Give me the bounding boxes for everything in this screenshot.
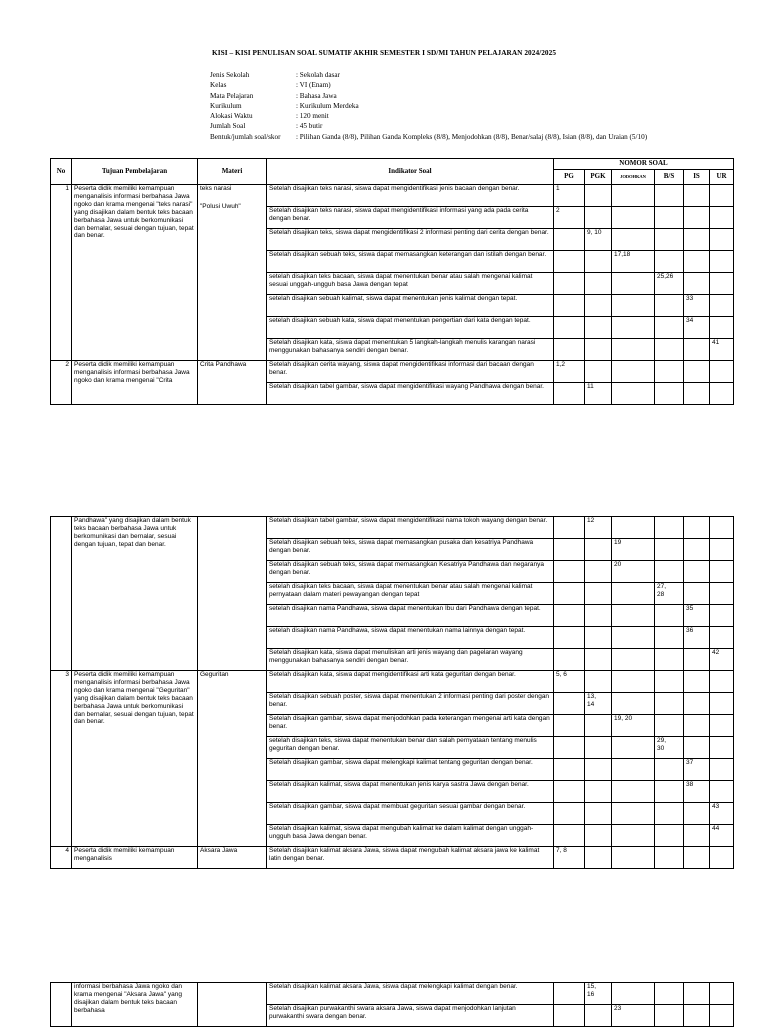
indikator-soal: Setelah disajikan kata, siswa dapat menuliskan arti jenis wayang dan pagelaran wayang menggunakan bahasanya sendiri dengan benar. — [267, 649, 554, 671]
pg-number — [554, 295, 585, 317]
materi-cell — [198, 185, 267, 361]
table-row — [51, 671, 734, 693]
is-number — [684, 737, 710, 759]
info-row — [210, 80, 647, 90]
info-value: : 120 menit — [296, 112, 329, 121]
is-number — [684, 517, 710, 539]
is-number — [684, 693, 710, 715]
is-number: 35 — [684, 605, 710, 627]
materi-cell: Crita Pandhawa — [198, 361, 267, 405]
is-number — [684, 715, 710, 737]
pg-number — [554, 273, 585, 295]
jodohkan-number — [612, 517, 655, 539]
materi-cell — [198, 983, 267, 1027]
header-nomor-soal: NOMOR SOAL — [554, 159, 734, 170]
pg-number: 1 — [554, 185, 585, 207]
bs-number — [655, 715, 684, 737]
is-number — [684, 671, 710, 693]
header-pgk: PGK — [585, 170, 612, 185]
info-label: Jenis Sekolah — [210, 71, 250, 79]
is-number — [684, 185, 710, 207]
header-row — [51, 159, 734, 170]
info-row — [210, 111, 647, 121]
pgk-number — [585, 339, 612, 361]
info-label: Jumlah Soal — [210, 122, 246, 131]
row-number — [51, 983, 72, 1027]
pgk-number — [585, 715, 612, 737]
indikator-soal: Setelah disajikan sebuah teks, siswa dapat memasangkan Kesatriya Pandhawa dan negaranya dengan benar. — [267, 561, 554, 583]
jodohkan-number — [612, 825, 655, 847]
ur-number: 42 — [710, 649, 734, 671]
bs-number: 27, 28 — [655, 583, 684, 605]
pgk-number: 9, 10 — [585, 229, 612, 251]
tujuan-pembelajaran: Pandhawa" yang disajikan dalam bentuk teks bacaan berbahasa Jawa untuk berkomunikasi dan bernalar, sesuai dengan tujuan, tepat dan benar. — [72, 517, 198, 671]
jodohkan-number — [612, 649, 655, 671]
pg-number — [554, 339, 585, 361]
bs-number — [655, 317, 684, 339]
jodohkan-number: 20 — [612, 561, 655, 583]
ur-number — [710, 561, 734, 583]
is-number — [684, 583, 710, 605]
jodohkan-number: 19, 20 — [612, 715, 655, 737]
indikator-soal: setelah disajikan teks bacaan, siswa dapat menentukan benar atau salah mengenai kalimat pernyataan dalam materi pewayangan dengan tepat — [267, 583, 554, 605]
indikator-soal: Setelah disajikan teks narasi, siswa dapat mengidentifikasi jenis bacaan dengan benar. — [267, 185, 554, 207]
pg-number — [554, 517, 585, 539]
jodohkan-number: 17,18 — [612, 251, 655, 273]
ur-number — [710, 1005, 734, 1027]
ur-number — [710, 185, 734, 207]
pg-number: 5, 6 — [554, 671, 585, 693]
table-row — [51, 983, 734, 1005]
ur-number — [710, 251, 734, 273]
kisi-table-page-3 — [50, 982, 734, 1027]
table-row — [51, 517, 734, 539]
pg-number: 7, 8 — [554, 847, 585, 869]
pg-number — [554, 627, 585, 649]
pg-number — [554, 715, 585, 737]
info-value: : Kurikulum Merdeka — [296, 101, 359, 110]
table-row — [51, 847, 734, 869]
header-is: IS — [684, 170, 710, 185]
info-row — [210, 121, 647, 131]
jodohkan-number — [612, 627, 655, 649]
bs-number — [655, 605, 684, 627]
info-row — [210, 132, 647, 142]
table-row — [51, 185, 734, 207]
materi-text: teks narasi — [200, 185, 232, 192]
header-ur: UR — [710, 170, 734, 185]
bs-number — [655, 539, 684, 561]
header-no: No — [51, 159, 72, 185]
is-number — [684, 339, 710, 361]
kisi-table-page-1 — [50, 158, 734, 405]
info-row — [210, 70, 647, 80]
materi-cell — [198, 517, 267, 671]
is-number — [684, 229, 710, 251]
is-number — [684, 539, 710, 561]
pgk-number — [585, 649, 612, 671]
pgk-number — [585, 561, 612, 583]
ur-number — [710, 781, 734, 803]
row-number: 2 — [51, 361, 72, 405]
pg-number — [554, 781, 585, 803]
bs-number — [655, 383, 684, 405]
info-label: Kurikulum — [210, 101, 242, 110]
pgk-number — [585, 295, 612, 317]
bs-number — [655, 825, 684, 847]
indikator-soal: Setelah disajikan gambar, siswa dapat menjodohkan pada keterangan mengenai arti kata dengan benar. — [267, 715, 554, 737]
indikator-soal: Setelah disajikan gambar, siswa dapat membuat geguritan sesuai gambar dengan benar. — [267, 803, 554, 825]
materi-subtext: "Polusi Uwuh" — [200, 202, 241, 210]
pgk-number — [585, 317, 612, 339]
pgk-number: 11 — [585, 383, 612, 405]
info-label: Alokasi Waktu — [210, 112, 253, 121]
indikator-soal: setelah disajikan nama Pandhawa, siswa dapat menentukan Ibu dari Pandhawa dengan tepat. — [267, 605, 554, 627]
is-number — [684, 251, 710, 273]
bs-number — [655, 983, 684, 1005]
ur-number — [710, 737, 734, 759]
indikator-soal: setelah disajikan sebuah kata, siswa dapat menentukan pengertian dari kata dengan tepat. — [267, 317, 554, 339]
pgk-number — [585, 671, 612, 693]
pg-number — [554, 229, 585, 251]
info-value: : 45 butir — [296, 122, 323, 131]
pg-number — [554, 737, 585, 759]
ur-number — [710, 383, 734, 405]
is-number — [684, 207, 710, 229]
ur-number — [710, 759, 734, 781]
is-number: 33 — [684, 295, 710, 317]
indikator-soal: Setelah disajikan sebuah poster, siswa dapat menentukan 2 informasi penting dari poster dengan benar. — [267, 693, 554, 715]
pg-number — [554, 561, 585, 583]
pgk-number: 12 — [585, 517, 612, 539]
bs-number — [655, 781, 684, 803]
ur-number: 41 — [710, 339, 734, 361]
pgk-number — [585, 361, 612, 383]
is-number: 38 — [684, 781, 710, 803]
jodohkan-number — [612, 605, 655, 627]
indikator-soal: Setelah disajikan kalimat aksara Jawa, siswa dapat mengubah kalimat aksara jawa ke kalimat latin dengan benar. — [267, 847, 554, 869]
indikator-soal: setelah disajikan teks bacaan, siswa dapat menentukan benar atau salah mengenai kalimat sesuai unggah-ungguh basa Jawa dengan tepat — [267, 273, 554, 295]
jodohkan-number — [612, 383, 655, 405]
indikator-soal: Setelah disajikan kalimat aksara Jawa, siswa dapat melengkapi kalimat dengan benar. — [267, 983, 554, 1005]
is-number — [684, 561, 710, 583]
ur-number — [710, 539, 734, 561]
pgk-number — [585, 803, 612, 825]
bs-number — [655, 759, 684, 781]
tujuan-pembelajaran: Peserta didik memiliki kemampuan menganalisis informasi berbahasa Jawa ngoko dan krama mengenai "teks narasi" yang disajikan dalam bentuk teks bacaan berbahasa Jawa untuk berkomunikasi dan bernalar, sesuai dengan tujuan, tepat dan benar. — [72, 185, 198, 361]
bs-number — [655, 803, 684, 825]
pg-number — [554, 583, 585, 605]
bs-number — [655, 207, 684, 229]
bs-number — [655, 361, 684, 383]
bs-number — [655, 561, 684, 583]
pg-number — [554, 539, 585, 561]
info-value: : VI (Enam) — [296, 81, 331, 90]
pgk-number — [585, 251, 612, 273]
tujuan-pembelajaran: Peserta didik memiliki kemampuan menganalisis informasi berbahasa Jawa ngoko dan krama mengenai "Geguritan" yang disajikan dalam bentuk teks bacaan berbahasa Jawa untuk berkomunikasi dan bernalar, sesuai dengan tujuan, tepat dan benar. — [72, 671, 198, 847]
pg-number — [554, 649, 585, 671]
indikator-soal: Setelah disajikan kata, siswa dapat mengidentifikasi arti kata geguritan dengan benar. — [267, 671, 554, 693]
jodohkan-number — [612, 759, 655, 781]
bs-number: 25,26 — [655, 273, 684, 295]
ur-number — [710, 207, 734, 229]
indikator-soal: Setelah disajikan kalimat, siswa dapat mengubah kalimat ke dalam kalimat dengan unggah-ungguh basa Jawa dengan benar. — [267, 825, 554, 847]
ur-number: 43 — [710, 803, 734, 825]
is-number — [684, 825, 710, 847]
row-number: 3 — [51, 671, 72, 847]
pgk-number — [585, 1005, 612, 1027]
row-number — [51, 517, 72, 671]
jodohkan-number — [612, 693, 655, 715]
pg-number — [554, 383, 585, 405]
document-title: KISI – KISI PENULISAN SOAL SUMATIF AKHIR SEMESTER I SD/MI TAHUN PELAJARAN 2024/2025 — [211, 48, 557, 57]
bs-number — [655, 649, 684, 671]
pg-number: 2 — [554, 207, 585, 229]
is-number: 34 — [684, 317, 710, 339]
is-number — [684, 273, 710, 295]
bs-number — [655, 295, 684, 317]
jodohkan-number — [612, 185, 655, 207]
indikator-soal: setelah disajikan teks, siswa dapat menentukan benar dan salah pernyataan tentang menulis geguritan dengan benar. — [267, 737, 554, 759]
pgk-number — [585, 759, 612, 781]
bs-number — [655, 517, 684, 539]
is-number — [684, 803, 710, 825]
jodohkan-number — [612, 803, 655, 825]
ur-number — [710, 605, 734, 627]
pgk-number — [585, 207, 612, 229]
pgk-number — [585, 185, 612, 207]
indikator-soal: setelah disajikan sebuah kalimat, siswa dapat menentukan jenis kalimat dengan tepat. — [267, 295, 554, 317]
pg-number: 1,2 — [554, 361, 585, 383]
bs-number — [655, 1005, 684, 1027]
ur-number — [710, 229, 734, 251]
indikator-soal: Setelah disajikan kalimat, siswa dapat menentukan jenis karya sastra Jawa dengan benar. — [267, 781, 554, 803]
tujuan-pembelajaran: informasi berbahasa Jawa ngoko dan krama mengenai "Aksara Jawa" yang disajikan dalam bentuk teks bacaan berbahasa — [72, 983, 198, 1027]
info-value: : Bahasa Jawa — [296, 91, 337, 100]
indikator-soal: Setelah disajikan kata, siswa dapat menentukan 5 langkah-langkah menulis karangan narasi menggunakan bahasanya sendiri dengan benar. — [267, 339, 554, 361]
info-label: Bentuk/jumlah soal/skor — [210, 132, 281, 141]
indikator-soal: Setelah disajikan sebuah teks, siswa dapat memasangkan keterangan dan istilah dengan benar. — [267, 251, 554, 273]
ur-number — [710, 693, 734, 715]
indikator-soal: Setelah disajikan tabel gambar, siswa dapat mengidentifikasi wayang Pandhawa dengan benar. — [267, 383, 554, 405]
ur-number: 44 — [710, 825, 734, 847]
pg-number — [554, 759, 585, 781]
bs-number — [655, 251, 684, 273]
jodohkan-number — [612, 737, 655, 759]
jodohkan-number — [612, 781, 655, 803]
ur-number — [710, 317, 734, 339]
info-row — [210, 91, 647, 101]
header-jodohkan: JODOHKAN — [612, 170, 655, 185]
header-materi: Materi — [198, 159, 267, 185]
pgk-number: 13, 14 — [585, 693, 612, 715]
is-number — [684, 383, 710, 405]
is-number — [684, 649, 710, 671]
bs-number — [655, 671, 684, 693]
tujuan-pembelajaran: Peserta didik memiliki kemampuan menganalisis — [72, 847, 198, 869]
jodohkan-number — [612, 317, 655, 339]
is-number: 37 — [684, 759, 710, 781]
pgk-number — [585, 605, 612, 627]
bs-number — [655, 185, 684, 207]
indikator-soal: setelah disajikan nama Pandhawa, siswa dapat menentukan nama lainnya dengan tepat. — [267, 627, 554, 649]
is-number — [684, 847, 710, 869]
pgk-number — [585, 737, 612, 759]
row-number: 4 — [51, 847, 72, 869]
indikator-soal: Setelah disajikan sebuah teks, siswa dapat memasangkan pusaka dan kesatriya Pandhawa dengan benar. — [267, 539, 554, 561]
jodohkan-number — [612, 273, 655, 295]
jodohkan-number — [612, 671, 655, 693]
ur-number — [710, 517, 734, 539]
materi-cell: Geguritan — [198, 671, 267, 847]
jodohkan-number — [612, 295, 655, 317]
indikator-soal: Setelah disajikan teks narasi, siswa dapat mengidentifikasi informasi yang ada pada cerita dengan benar. — [267, 207, 554, 229]
table-row — [51, 361, 734, 383]
bs-number — [655, 229, 684, 251]
ur-number — [710, 295, 734, 317]
materi-cell: Aksara Jawa — [198, 847, 267, 869]
pg-number — [554, 693, 585, 715]
jodohkan-number — [612, 983, 655, 1005]
pgk-number — [585, 847, 612, 869]
bs-number — [655, 339, 684, 361]
jodohkan-number — [612, 847, 655, 869]
bs-number — [655, 693, 684, 715]
jodohkan-number — [612, 339, 655, 361]
bs-number — [655, 847, 684, 869]
header-pg: PG — [554, 170, 585, 185]
is-number — [684, 1005, 710, 1027]
bs-number: 29, 30 — [655, 737, 684, 759]
bs-number — [655, 627, 684, 649]
info-value: : Sekolah dasar — [296, 71, 340, 79]
info-label: Mata Pelajaran — [210, 91, 254, 100]
pg-number — [554, 825, 585, 847]
jodohkan-number — [612, 229, 655, 251]
info-value: : Pilihan Ganda (8/8), Pilihan Ganda Kompleks (8/8), Menjodohkan (8/8), Benar/salaj (8/8), Isian (8/8), dan Uraian (5/10) — [296, 132, 648, 141]
pgk-number — [585, 539, 612, 561]
jodohkan-number — [612, 583, 655, 605]
is-number — [684, 361, 710, 383]
indikator-soal: Setelah disajikan cerita wayang, siswa dapat mengidentifikasi informasi dari bacaan dengan benar. — [267, 361, 554, 383]
ur-number — [710, 671, 734, 693]
ur-number — [710, 273, 734, 295]
ur-number — [710, 627, 734, 649]
header-tujuan: Tujuan Pembelajaran — [72, 159, 198, 185]
pg-number — [554, 251, 585, 273]
indikator-soal: Setelah disajikan purwakanthi swara aksara Jawa, siswa dapat menjodohkan lanjutan purwakanthi swara dengan benar. — [267, 1005, 554, 1027]
pg-number — [554, 803, 585, 825]
pg-number — [554, 1005, 585, 1027]
is-number: 36 — [684, 627, 710, 649]
indikator-soal: Setelah disajikan tabel gambar, siswa dapat mengidentifikasi nama tokoh wayang dengan benar. — [267, 517, 554, 539]
pg-number — [554, 983, 585, 1005]
indikator-soal: Setelah disajikan teks, siswa dapat mengidentifikasi 2 informasi penting dari cerita dengan benar. — [267, 229, 554, 251]
pgk-number — [585, 583, 612, 605]
pgk-number — [585, 273, 612, 295]
pgk-number — [585, 781, 612, 803]
pgk-number: 15, 16 — [585, 983, 612, 1005]
kisi-table-page-2 — [50, 516, 734, 869]
document-info — [210, 70, 647, 142]
pgk-number — [585, 627, 612, 649]
indikator-soal: Setelah disajikan gambar, siswa dapat melengkapi kalimat tentang geguritan dengan benar. — [267, 759, 554, 781]
header-indikator: Indikator Soal — [267, 159, 554, 185]
jodohkan-number: 23 — [612, 1005, 655, 1027]
is-number — [684, 983, 710, 1005]
info-row — [210, 101, 647, 111]
row-number: 1 — [51, 185, 72, 361]
pg-number — [554, 605, 585, 627]
ur-number — [710, 583, 734, 605]
jodohkan-number: 19 — [612, 539, 655, 561]
tujuan-pembelajaran: Peserta didik memiliki kemampuan menganalisis informasi berbahasa Jawa ngoko dan krama mengenai "Crita — [72, 361, 198, 405]
ur-number — [710, 361, 734, 383]
pg-number — [554, 317, 585, 339]
jodohkan-number — [612, 207, 655, 229]
ur-number — [710, 983, 734, 1005]
info-label: Kelas — [210, 81, 227, 90]
ur-number — [710, 715, 734, 737]
pgk-number — [585, 825, 612, 847]
jodohkan-number — [612, 361, 655, 383]
ur-number — [710, 847, 734, 869]
header-bs: B/S — [655, 170, 684, 185]
